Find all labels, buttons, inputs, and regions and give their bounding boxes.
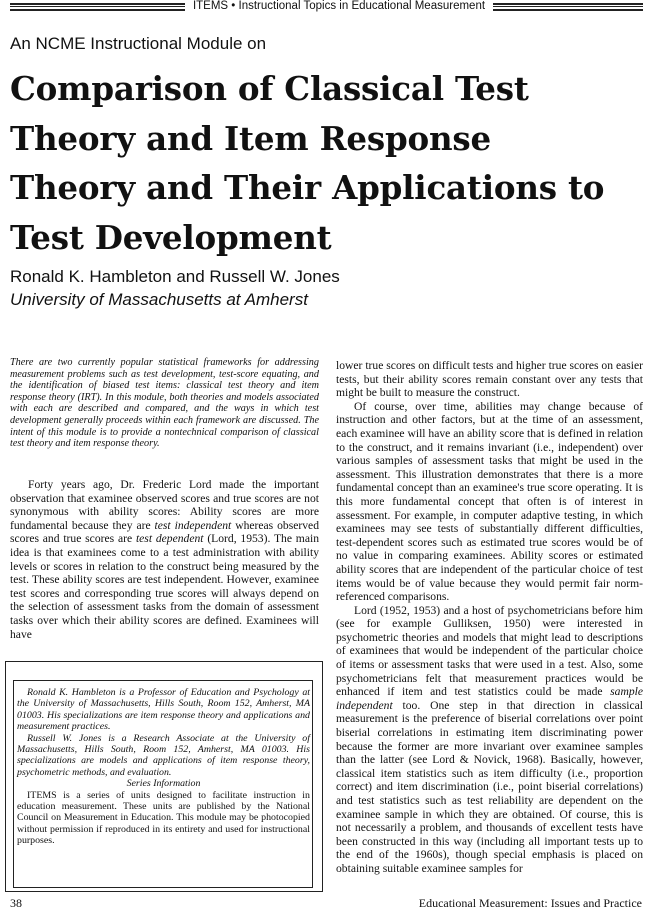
body-paragraph: Of course, over time, abilities may change because of instruction and other factors, but at the time of an assessment, each examinee will have an ability score that is defined in relation to the construct, and it remains invariant (i.e., independent) over various samples of assessment tasks that might be used in the assessment. This illustration demonstrates that there is a more fundamental concept than an examinee's true score operating. It is this more fundamental concept that often is of interest in assessment. For example, in computer adaptive testing, in which examinees may see tests of substantially different difficulties, test-dependent scores such as estimated true scores would be of no value in comparing examinees. Ability scores or estimated ability scores that are independent of the particular choice of test items would be of value because they would permit fair norm-referenced comparisons. [336, 399, 643, 604]
bio-hambleton: Ronald K. Hambleton is a Professor of Education and Psychology at the University of Massachusetts, Hills South, Room 152, Amherst, MA 01003. His specializations are item response theory and applications and measurement practices. [17, 687, 310, 733]
authors: Ronald K. Hambleton and Russell W. Jones [10, 267, 340, 286]
left-column-body [10, 478, 319, 641]
page-number: 38 [10, 896, 22, 910]
affiliation: University of Massachusetts at Amherst [10, 290, 308, 309]
header-rule-left [10, 3, 185, 11]
header-rule-right [493, 3, 643, 11]
body-paragraph: Lord (1952, 1953) and a host of psychometricians before him (see for example Gulliksen, 1950) were interested in psychometric theories and models that might lead to descriptions of examinees that would be independent of the particular choice of items or assessment tasks that were used in a test. Also, some psychometricians felt that measurement practices would be enhanced if item and test statistics could be made sample independent too. One step in that direction in classical measurement is the preference of biserial correlations over point biserial correlations in estimating item discriminating power because the former are more invariant over examinee samples than the latter (see Lord & Novick, 1968). Basically, however, classical item statistics such as item difficulty (i.e., proportion correct) and item discrimination (i.e., point biserial correlations) and test statistics such as test reliability are dependent on the examinee sample in which they are obtained. Of course, this is not necessarily a problem, and thousands of excellent tests have been constructed in this way (including all important tests up to the end of the 1960s), though special emphasis is placed on obtaining suitable examinee samples for [336, 603, 643, 875]
author-bio-text [17, 687, 310, 847]
right-column-body [336, 359, 643, 876]
body-paragraph: lower true scores on difficult tests and higher true scores on easier tests, but their ability scores remain constant over any tests that might be built to measure the construct. [336, 359, 643, 400]
body-paragraph: Forty years ago, Dr. Frederic Lord made the important observation that examinee observed scores and true scores are not synonymous with ability scores: Ability scores are more fundamental because they are test independent whereas observed scores and true scores are test dependent (Lord, 1953). The main idea is that examinees come to a test administration with ability levels or scores in relation to the construct being measured by the test. These ability scores are test independent. However, examinee test scores and corresponding true scores will always depend on the selection of assessment tasks from the domain of assessment tasks over which their ability scores are defined. Examinees will have [10, 478, 319, 641]
bio-jones: Russell W. Jones is a Research Associate at the University of Massachusetts, Hills South, Room 152, Amherst, MA 01003. His specializations are models and applications of item response theory, psychometric methods, and evaluation. [17, 732, 310, 778]
module-kicker: An NCME Instructional Module on [10, 34, 267, 53]
running-header [0, 0, 650, 14]
abstract: There are two currently popular statistical frameworks for addressing measurement problems such as test development, test-score equating, and the identification of biased test items: classical test theory and item response theory (IRT). In this module, both theories and models associated with each are described and compared, and the ways in which test development generally proceeds within each framework are discussed. The intent of this module is to provide a nontechnical comparison of classical test theory and item response theory. [10, 357, 319, 450]
series-info-heading: Series Information [126, 778, 201, 790]
series-info-text: ITEMS is a series of units designed to facilitate instruction in education measurement. These units are published by the National Council on Measurement in Education. This module may be photocopied without permission if reproduced in its entirety and used for instructional purposes. [17, 789, 310, 847]
journal-name: Educational Measurement: Issues and Practice [418, 896, 642, 910]
article-title: Comparison of Classical Test Theory and Item Response Theory and Their Applications to Test Development [10, 69, 605, 257]
running-head-text: ITEMS • Instructional Topics in Educational Measurement [192, 0, 486, 12]
